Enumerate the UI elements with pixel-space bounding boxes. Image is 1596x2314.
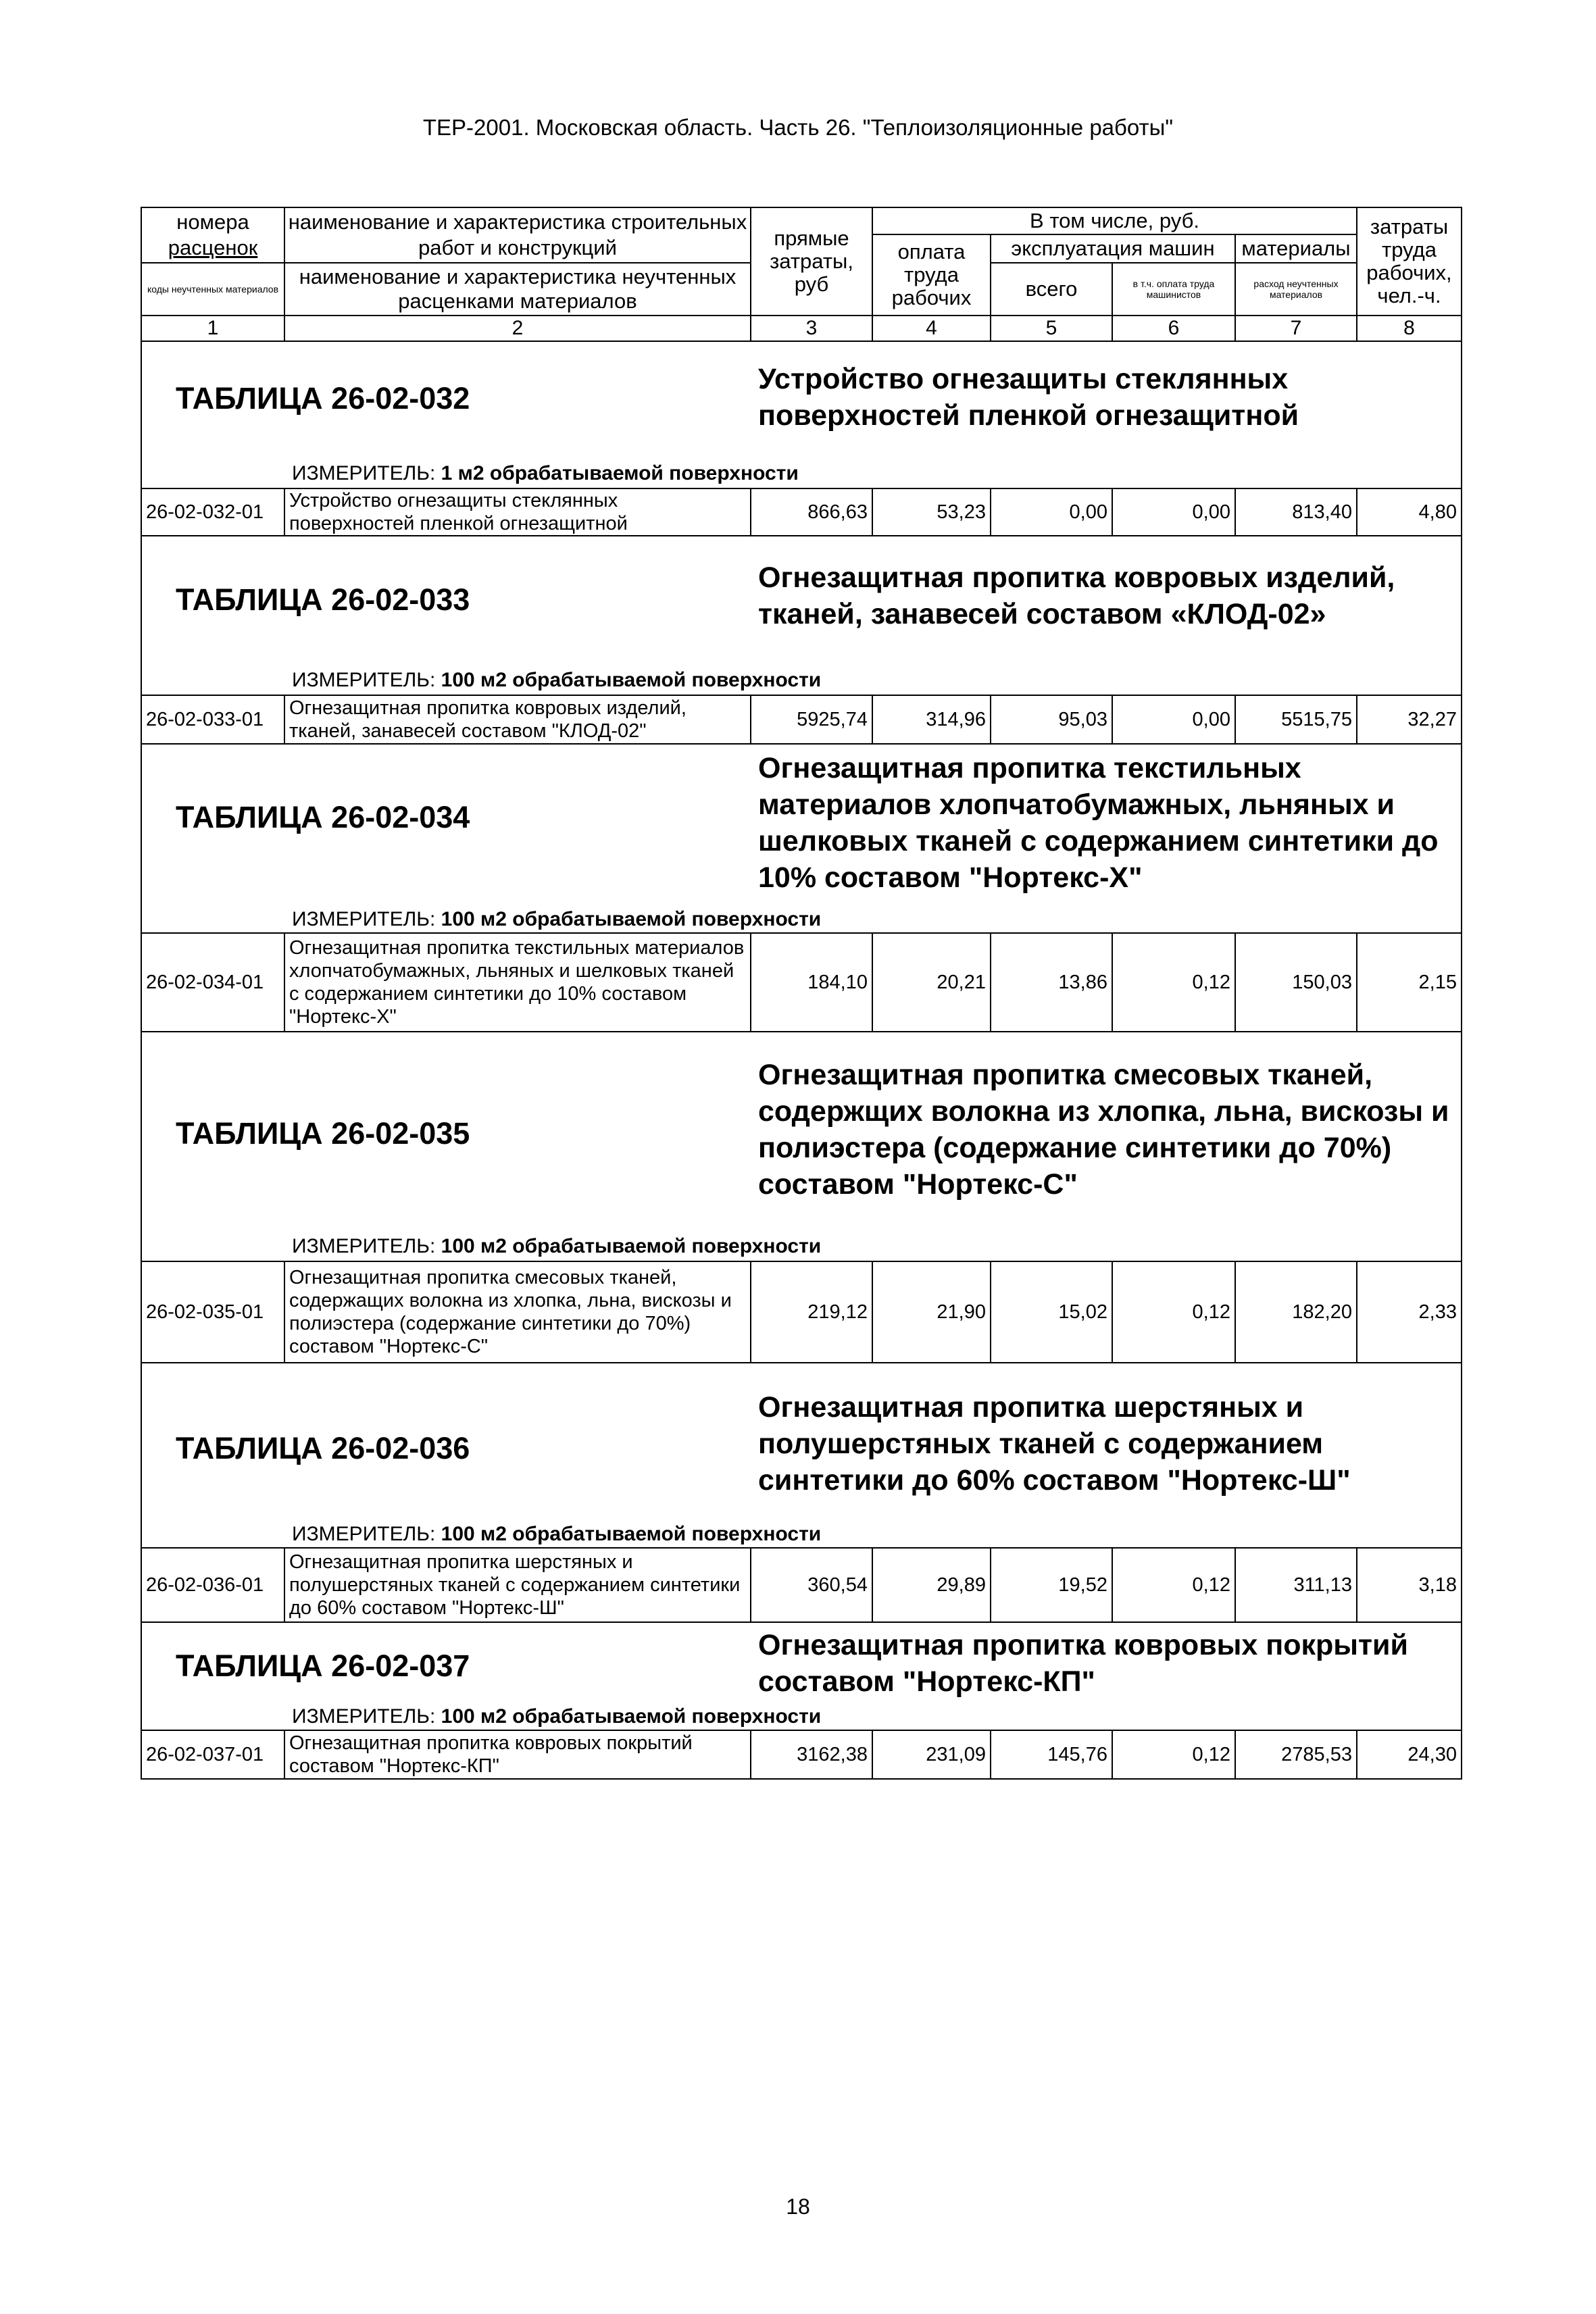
labor-hours: 4,80 — [1357, 488, 1462, 536]
worker-wages: 231,09 — [872, 1730, 991, 1779]
unit-line: ИЗМЕРИТЕЛЬ: 1 м2 обрабатываемой поверхности — [292, 462, 799, 484]
machines-header: эксплуатация машин — [991, 234, 1235, 263]
col6-header: в т.ч. оплата труда машинистов — [1112, 263, 1235, 316]
machinist-wages: 0,00 — [1112, 488, 1235, 536]
labor-hours: 24,30 — [1357, 1730, 1462, 1779]
section-heading-cell — [141, 1032, 1462, 1261]
unit-line: ИЗМЕРИТЕЛЬ: 100 м2 обрабатываемой поверхности — [292, 1235, 822, 1257]
labor-hours: 2,33 — [1357, 1261, 1462, 1363]
colnum-7: 7 — [1235, 316, 1357, 341]
rate-code: 26-02-033-01 — [141, 695, 284, 744]
table-row — [141, 695, 1462, 744]
colnum-3: 3 — [751, 316, 872, 341]
page-number: 18 — [786, 2194, 810, 2219]
section-label: ТАБЛИЦА 26-02-037 — [176, 1649, 470, 1683]
rate-name: Устройство огнезащиты стеклянных поверхностей пленкой огнезащитной — [284, 488, 751, 536]
rates-document — [141, 207, 1461, 1780]
col1-top: номера — [176, 210, 249, 234]
section-heading — [141, 1363, 1462, 1548]
section-label: ТАБЛИЦА 26-02-036 — [176, 1431, 470, 1465]
colnum-8: 8 — [1357, 316, 1462, 341]
section-label: ТАБЛИЦА 26-02-032 — [176, 381, 470, 416]
materials-cost: 813,40 — [1235, 488, 1357, 536]
unit-line: ИЗМЕРИТЕЛЬ: 100 м2 обрабатываемой поверхности — [292, 1705, 822, 1728]
page-header: ТЕР-2001. Московская область. Часть 26. "Теплоизоляционные работы" — [422, 115, 1174, 140]
section-title: Огнезащитная пропитка текстильных материалов хлопчатобумажных, льняных и шелковых тканей с содержанием синтетики до 10% составом "Нортекс-Х" — [758, 752, 1439, 894]
direct-cost: 3162,38 — [751, 1730, 872, 1779]
section-heading-cell — [141, 536, 1462, 695]
section-label: ТАБЛИЦА 26-02-035 — [176, 1116, 470, 1151]
labor-hours: 3,18 — [1357, 1548, 1462, 1622]
worker-wages: 29,89 — [872, 1548, 991, 1622]
section-title: Устройство огнезащиты стеклянных поверхностей пленкой огнезащитной — [758, 363, 1299, 432]
direct-cost: 866,63 — [751, 488, 872, 536]
colnum-1: 1 — [141, 316, 284, 341]
col1-sub-header: коды неучтенных материалов — [141, 263, 284, 316]
machines-total: 19,52 — [991, 1548, 1112, 1622]
col8-header: затраты труда рабочих, чел.-ч. — [1357, 207, 1462, 316]
machines-total: 13,86 — [991, 933, 1112, 1032]
labor-hours: 32,27 — [1357, 695, 1462, 744]
materials-cost: 311,13 — [1235, 1548, 1357, 1622]
col7-header: расход неучтенных материалов — [1235, 263, 1357, 316]
machinist-wages: 0,12 — [1112, 1548, 1235, 1622]
section-heading-cell — [141, 341, 1462, 488]
section-heading — [141, 1622, 1462, 1730]
colnum-5: 5 — [991, 316, 1112, 341]
section-title: Огнезащитная пропитка ковровых покрытий составом "Нортекс-КП" — [758, 1629, 1408, 1698]
rate-name: Огнезащитная пропитка ковровых покрытий составом "Нортекс-КП" — [284, 1730, 751, 1779]
section-heading-cell — [141, 1363, 1462, 1548]
column-numbers-row — [141, 316, 1462, 341]
direct-cost: 5925,74 — [751, 695, 872, 744]
section-label: ТАБЛИЦА 26-02-033 — [176, 582, 470, 617]
worker-wages: 21,90 — [872, 1261, 991, 1363]
col2-mid: работ и конструкций — [418, 236, 617, 259]
col2-sub2: расценками материалов — [398, 289, 637, 313]
group-header: В том числе, руб. — [872, 207, 1357, 234]
colnum-6: 6 — [1112, 316, 1235, 341]
table-row — [141, 1261, 1462, 1363]
machinist-wages: 0,12 — [1112, 1730, 1235, 1779]
rate-code: 26-02-034-01 — [141, 933, 284, 1032]
rate-code: 26-02-035-01 — [141, 1261, 284, 1363]
materials-cost: 150,03 — [1235, 933, 1357, 1032]
section-title: Огнезащитная пропитка ковровых изделий, тканей, занавесей составом «КЛОД-02» — [758, 561, 1395, 630]
rate-name: Огнезащитная пропитка шерстяных и полушерстяных тканей с содержанием синтетики до 60% составом "Нортекс-Ш" — [284, 1548, 751, 1622]
machines-total: 0,00 — [991, 488, 1112, 536]
section-heading — [141, 1032, 1462, 1261]
machinist-wages: 0,00 — [1112, 695, 1235, 744]
table-row — [141, 1548, 1462, 1622]
section-title: Огнезащитная пропитка смесовых тканей, содержщих волокна из хлопка, льна, вискозы и полиэстера (содержание синтетики до 70%) составом "Нортекс-С" — [758, 1059, 1449, 1201]
worker-wages: 314,96 — [872, 695, 991, 744]
materials-cost: 2785,53 — [1235, 1730, 1357, 1779]
materials-cost: 5515,75 — [1235, 695, 1357, 744]
direct-cost: 360,54 — [751, 1548, 872, 1622]
section-heading — [141, 744, 1462, 933]
col2-header — [284, 207, 751, 263]
materials-header: материалы — [1235, 234, 1357, 263]
rate-name: Огнезащитная пропитка текстильных материалов хлопчатобумажных, льняных и шелковых тканей с содержанием синтетики до 10% составом "Нортекс-Х" — [284, 933, 751, 1032]
unit-line: ИЗМЕРИТЕЛЬ: 100 м2 обрабатываемой поверхности — [292, 669, 822, 691]
rates-table — [141, 207, 1462, 1780]
col1-header — [141, 207, 284, 263]
section-heading — [141, 341, 1462, 488]
table-row — [141, 488, 1462, 536]
rate-name: Огнезащитная пропитка смесовых тканей, содержащих волокна из хлопка, льна, вискозы и полиэстера (содержание синтетики до 70%) составом "Нортекс-С" — [284, 1261, 751, 1363]
section-label: ТАБЛИЦА 26-02-034 — [176, 800, 470, 834]
machines-total: 15,02 — [991, 1261, 1112, 1363]
colnum-4: 4 — [872, 316, 991, 341]
machinist-wages: 0,12 — [1112, 1261, 1235, 1363]
col3-header: прямые затраты, руб — [751, 207, 872, 316]
section-heading — [141, 536, 1462, 695]
machines-total: 145,76 — [991, 1730, 1112, 1779]
table-row — [141, 933, 1462, 1032]
machinist-wages: 0,12 — [1112, 933, 1235, 1032]
section-title: Огнезащитная пропитка шерстяных и полушерстяных тканей с содержанием синтетики до 60% составом "Нортекс-Ш" — [758, 1391, 1351, 1496]
rate-code: 26-02-037-01 — [141, 1730, 284, 1779]
col1-mid: расценок — [168, 236, 258, 259]
col5-header: всего — [991, 263, 1112, 316]
materials-cost: 182,20 — [1235, 1261, 1357, 1363]
worker-wages: 20,21 — [872, 933, 991, 1032]
header-row-1 — [141, 207, 1462, 234]
section-heading-cell — [141, 744, 1462, 933]
section-heading-cell — [141, 1622, 1462, 1730]
unit-line: ИЗМЕРИТЕЛЬ: 100 м2 обрабатываемой поверхности — [292, 908, 822, 930]
rate-code: 26-02-036-01 — [141, 1548, 284, 1622]
rate-name: Огнезащитная пропитка ковровых изделий, тканей, занавесей составом "КЛОД-02" — [284, 695, 751, 744]
labor-hours: 2,15 — [1357, 933, 1462, 1032]
unit-line: ИЗМЕРИТЕЛЬ: 100 м2 обрабатываемой поверхности — [292, 1523, 822, 1545]
colnum-2: 2 — [284, 316, 751, 341]
col2-sub1: наименование и характеристика неучтенных — [299, 265, 737, 288]
machines-total: 95,03 — [991, 695, 1112, 744]
direct-cost: 219,12 — [751, 1261, 872, 1363]
rate-code: 26-02-032-01 — [141, 488, 284, 536]
col2-sub-header — [284, 263, 751, 316]
col4-header: оплата труда рабочих — [872, 234, 991, 316]
direct-cost: 184,10 — [751, 933, 872, 1032]
col2-top: наименование и характеристика строительных — [288, 210, 747, 234]
table-row — [141, 1730, 1462, 1779]
worker-wages: 53,23 — [872, 488, 991, 536]
